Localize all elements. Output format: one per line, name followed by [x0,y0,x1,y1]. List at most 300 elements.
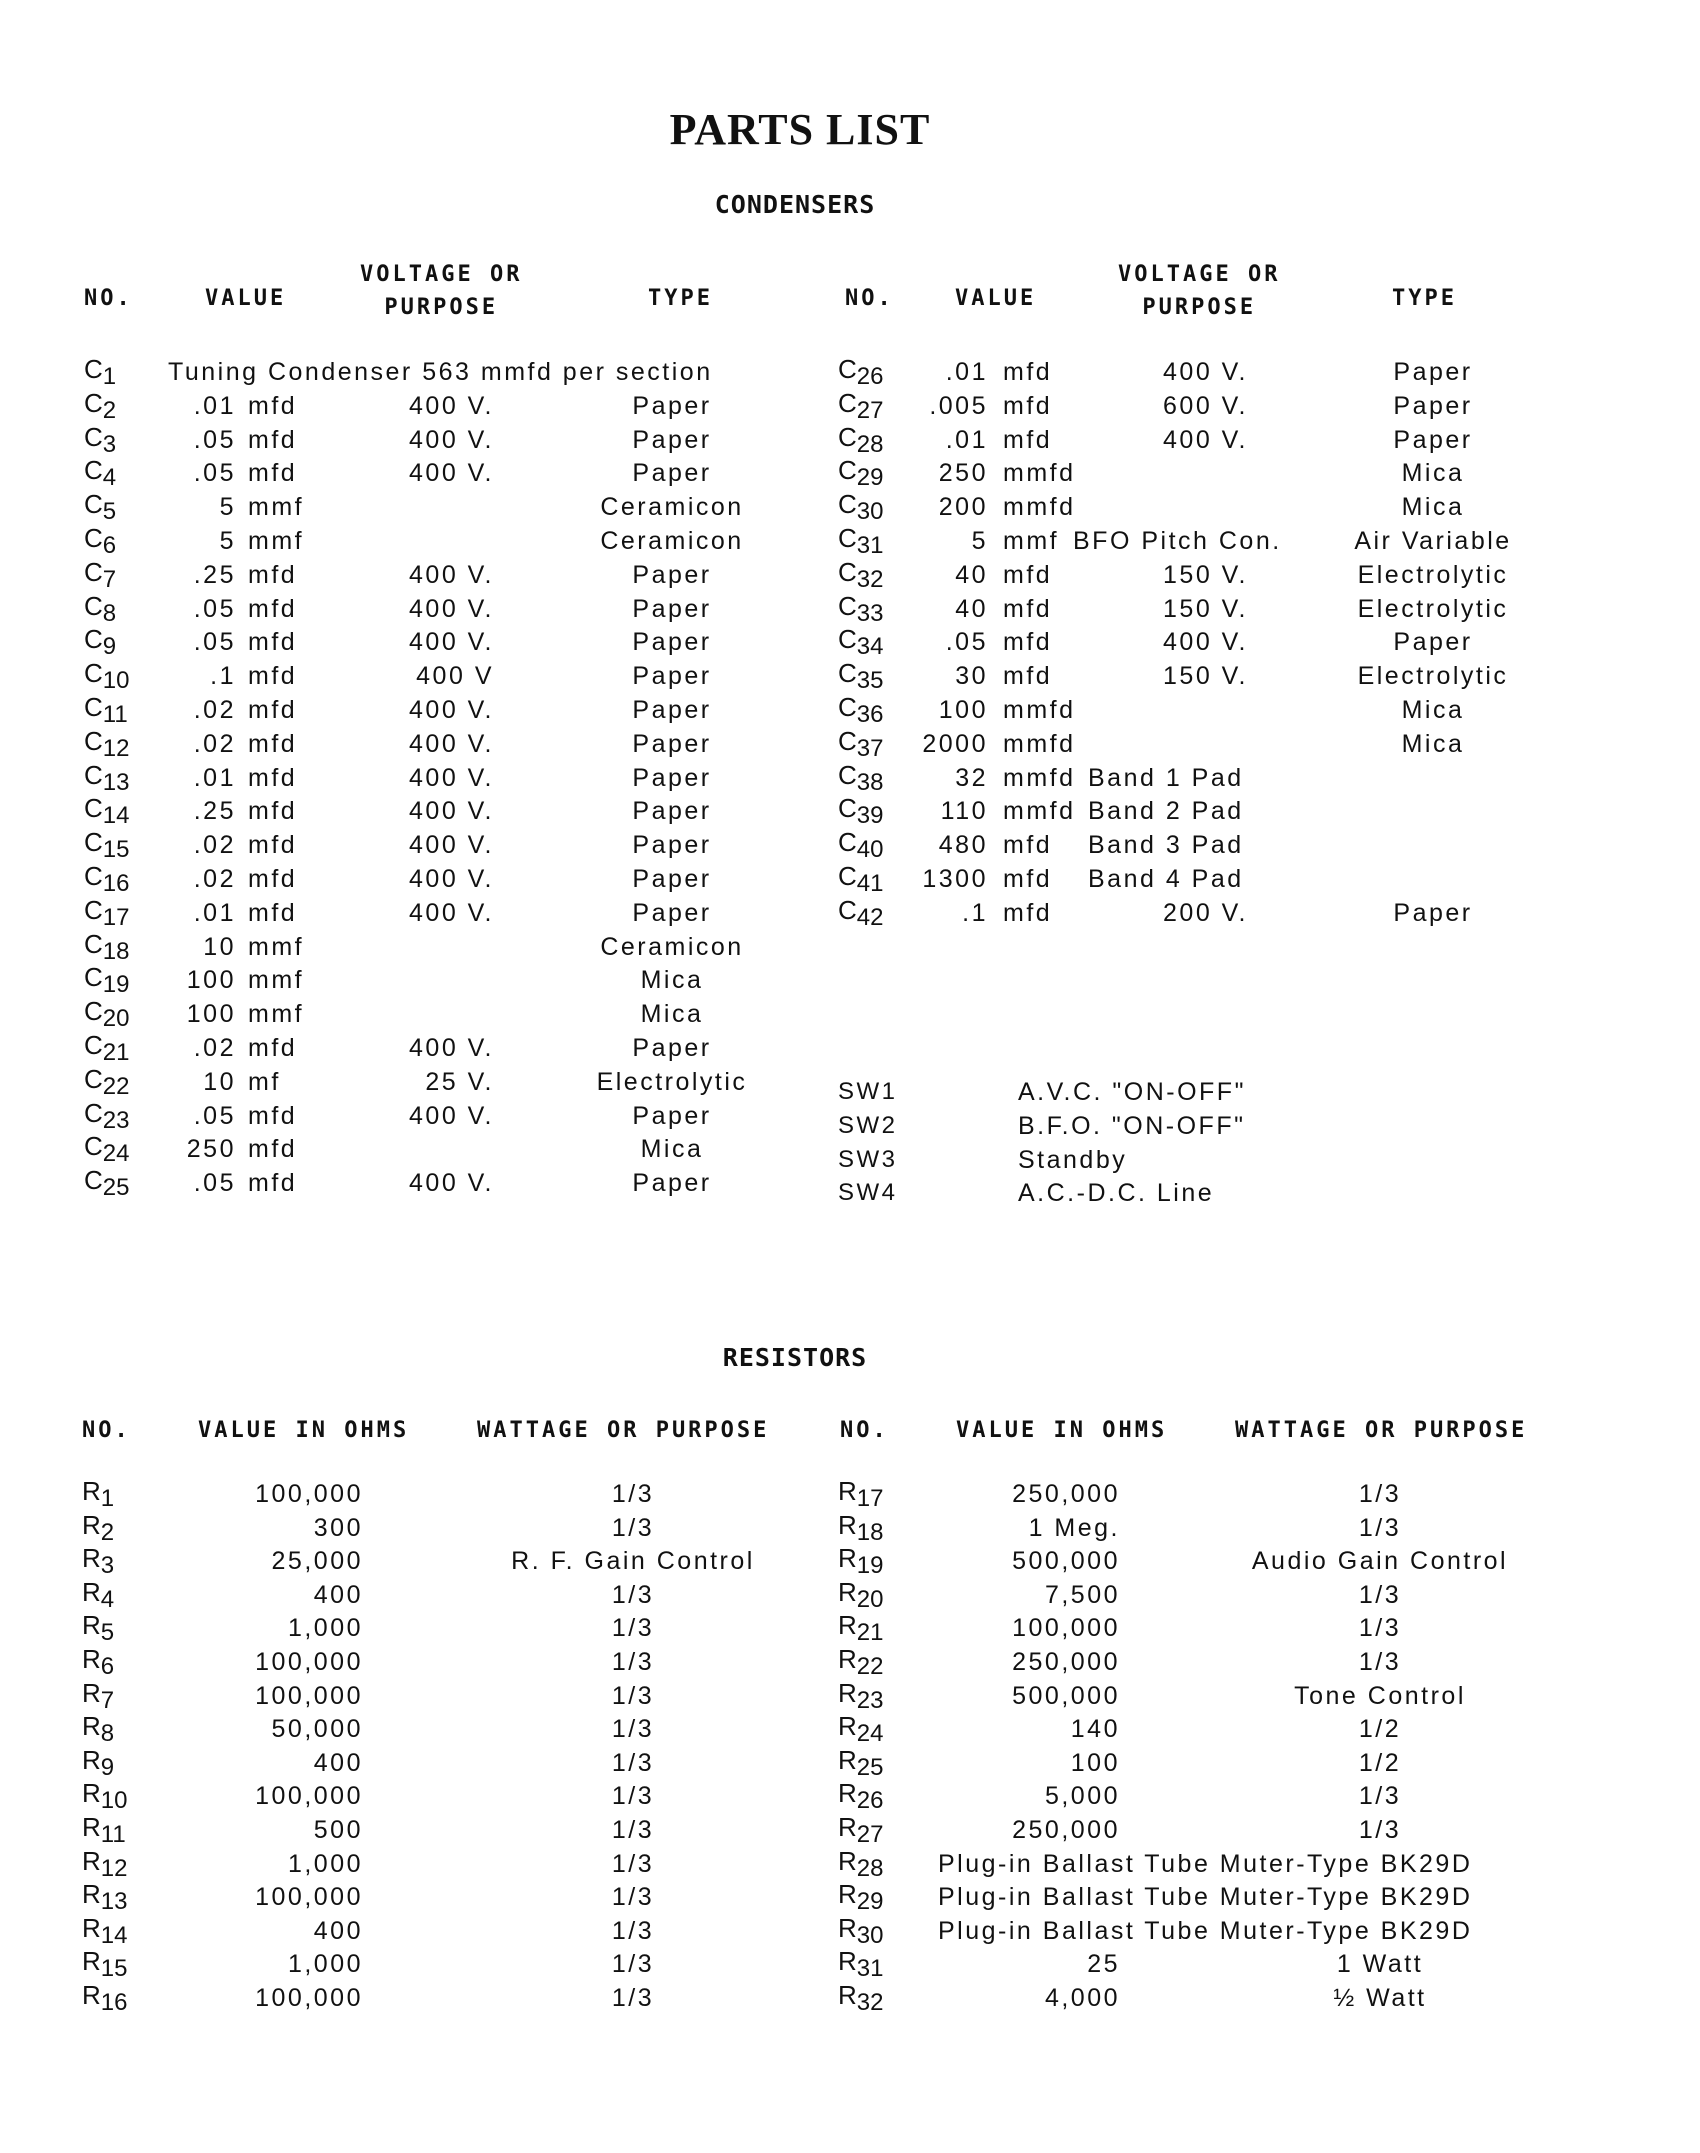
part-subscript: 12 [102,734,130,762]
type: Electrolytic [596,1067,748,1096]
part-letter: C [84,759,103,790]
part-letter: C [838,590,857,621]
type: Paper [632,662,712,691]
part-letter: R [82,1744,101,1775]
part-letter: C [84,725,103,756]
part-number [838,421,884,458]
part-subscript: 31 [856,1955,884,1983]
part-subscript: 26 [856,1787,884,1815]
value: .02 [193,831,236,860]
value: 5,000 [1044,1782,1120,1811]
part-letter: C [84,962,103,993]
type: Paper [632,898,712,927]
part-letter: R [82,1879,101,1910]
unit: mfd [248,1169,298,1198]
part-letter: R [82,1677,101,1708]
value: 5 [219,493,236,522]
cond-header-value-right: VALUE [955,286,1037,311]
part-letter: R [838,1576,857,1607]
value: 400 [313,1916,363,1945]
part-letter: C [84,928,103,959]
part-letter: R [82,1778,101,1809]
table-row [0,894,1700,933]
part-letter: R [838,1543,857,1574]
part-letter: R [838,1677,857,1708]
part-letter: C [84,354,103,384]
unit: mfd [1003,628,1053,657]
part-letter: C [838,354,857,384]
part-number [838,1946,884,1983]
part-number [838,1677,884,1714]
type: Paper [1393,425,1473,454]
part-subscript: 17 [102,903,130,931]
part-subscript: 4 [102,464,117,492]
res-header-value-right: VALUE IN OHMS [956,1418,1168,1443]
wattage: 1/3 [1358,1782,1402,1811]
value: 25,000 [271,1547,363,1576]
header-line: VOLTAGE OR [1118,262,1281,287]
wattage: 1/3 [611,1782,655,1811]
part-letter: R [838,1912,857,1943]
unit: mmfd [1003,493,1076,522]
part-subscript: 15 [102,836,130,864]
voltage: 400 V. [409,763,494,792]
purpose: Band 4 Pad [1088,865,1244,893]
unit: mfd [248,729,298,758]
part-letter: C [838,658,857,689]
part-number [84,928,130,965]
part-letter: R [838,1812,857,1842]
res-header-value: VALUE IN OHMS [198,1418,410,1443]
part-subscript: 16 [102,870,130,897]
voltage: 150 V. [1163,560,1248,589]
value: 250 [938,459,988,488]
part-subscript: 9 [102,633,117,661]
part-subscript: 26 [856,363,884,390]
value: 100,000 [255,1648,363,1676]
unit: mmf [248,527,305,555]
part-subscript: 7 [100,1686,115,1714]
part-subscript: 18 [102,937,130,965]
value: 1,000 [287,1614,363,1643]
voltage: 400 V. [409,865,494,893]
part-number [838,1778,884,1815]
value: 100,000 [255,1681,363,1710]
switch-number: SW4 [838,1179,898,1207]
type: Paper [632,729,712,758]
part-subscript: 13 [102,768,130,796]
value: .25 [193,560,236,589]
wattage: 1/3 [611,1681,655,1710]
value: 110 [940,797,988,826]
part-letter: C [838,556,857,587]
voltage: 400 V. [409,594,494,623]
voltage: 400 V. [409,425,494,454]
voltage: 200 V. [1163,898,1248,927]
part-letter: C [84,1097,103,1128]
value: 5 [219,527,236,555]
unit: mmfd [1003,459,1076,488]
value: .05 [193,1101,236,1130]
value: 100,000 [255,1883,363,1912]
unit: mfd [1003,898,1053,927]
value: 200 [938,493,988,522]
wattage: 1/3 [1358,1480,1402,1508]
part-number [838,489,884,526]
part-letter: C [84,421,103,452]
part-letter: R [82,1644,101,1674]
table-row [0,1179,1700,1213]
value: 10 [203,932,236,961]
value: 400 [313,1748,363,1777]
wattage: 1/3 [611,1950,655,1979]
part-subscript: 14 [100,1921,128,1949]
part-letter: R [82,1610,101,1641]
part-letter: C [84,523,103,553]
unit: mfd [248,1034,298,1062]
wattage: 1/3 [1358,1513,1402,1542]
part-subscript: 2 [100,1518,115,1546]
part-letter: R [82,1576,101,1607]
part-subscript: 18 [856,1518,884,1546]
value: 1 Meg. [1028,1513,1120,1542]
part-subscript: 32 [856,565,884,593]
value: .05 [193,628,236,657]
part-letter: C [838,455,857,486]
header-line: PURPOSE [1142,295,1257,320]
part-letter: R [82,1912,101,1943]
part-letter: C [84,793,103,824]
part-subscript: 6 [100,1653,115,1680]
value: 250,000 [1012,1816,1120,1844]
part-letter: C [84,861,103,891]
value: 1300 [922,865,988,893]
part-subscript: 25 [102,1174,130,1202]
part-number [838,658,884,695]
part-subscript: 33 [856,599,884,627]
condensers-heading: CONDENSERS [714,190,876,219]
part-subscript: 30 [856,1921,884,1949]
part-subscript: 35 [856,667,884,695]
value: .02 [193,865,236,893]
wattage: 1/3 [611,1480,655,1508]
voltage: 400 V. [409,628,494,657]
unit: mmf [248,966,305,995]
value: .05 [193,425,236,454]
description: Plug-in Ballast Tube Muter-Type BK29D [938,1883,1473,1912]
wattage: 1/3 [611,1715,655,1744]
wattage: R. F. Gain Control [511,1547,755,1576]
voltage: 400 V. [1163,628,1248,657]
part-number [838,387,884,424]
type: Paper [632,459,712,488]
type: Paper [632,763,712,792]
part-subscript: 10 [100,1787,128,1815]
header-line: VOLTAGE OR [360,262,523,287]
value: 4,000 [1044,1984,1120,2012]
voltage: 400 V. [409,1169,494,1198]
type: Paper [1393,391,1473,420]
value: 480 [938,831,988,860]
value: .05 [193,1169,236,1198]
part-subscript: 41 [856,870,884,897]
voltage: 400 V [416,662,494,691]
resistors-heading: RESISTORS [722,1343,868,1372]
cond-header-voltage-right [1118,258,1280,324]
part-number [838,692,884,728]
wattage: 1/3 [611,1648,655,1676]
value: 500 [313,1816,363,1844]
part-letter: R [838,1744,857,1775]
description: Plug-in Ballast Tube Muter-Type BK29D [938,1849,1473,1878]
wattage: 1/3 [1358,1580,1402,1609]
description: Tuning Condenser 563 mmfd per section [168,358,713,386]
switch-number: SW2 [838,1111,898,1139]
part-letter: C [838,523,857,553]
part-subscript: 31 [856,532,884,559]
part-subscript: 6 [102,532,117,559]
unit: mfd [1003,865,1053,893]
value: .01 [945,425,988,454]
part-subscript: 7 [102,565,117,593]
type: Mica [1401,493,1465,522]
wattage: 1/3 [611,1883,655,1912]
type: Mica [1401,696,1465,724]
res-header-wattage: WATTAGE OR PURPOSE [477,1418,770,1443]
part-number [838,523,884,559]
value: 32 [955,763,988,792]
part-subscript: 10 [102,667,130,695]
type: Electrolytic [1357,662,1509,691]
type: Air Variable [1354,527,1512,555]
value: 25 [1087,1950,1120,1979]
type: Paper [632,425,712,454]
part-subscript: 19 [102,971,130,999]
switch-description: Standby [1018,1145,1128,1174]
part-subscript: 22 [102,1072,130,1100]
part-letter: R [838,1711,857,1742]
part-letter: R [82,1509,101,1540]
part-letter: C [84,658,103,689]
type: Paper [632,1101,712,1130]
type: Mica [1401,459,1465,488]
value: 500,000 [1012,1681,1120,1710]
table-row [0,996,1700,1034]
unit: mfd [1003,425,1053,454]
part-subscript: 21 [856,1619,884,1647]
type: Ceramicon [600,527,744,555]
table-row [0,1112,1700,1146]
part-letter: C [84,1165,103,1196]
type: Mica [640,1135,704,1164]
voltage: 400 V. [409,729,494,758]
value: 5 [971,527,988,555]
part-number [838,455,884,492]
type: Mica [640,966,704,995]
wattage: ½ Watt [1333,1984,1427,2012]
value: .005 [929,391,988,420]
part-subscript: 20 [102,1005,130,1033]
cond-header-value: VALUE [205,286,287,311]
part-letter: R [838,1980,857,2010]
type: Paper [632,696,712,724]
wattage: 1/3 [611,1816,655,1844]
wattage: 1/3 [611,1984,655,2012]
part-letter: C [84,590,103,621]
value: .05 [945,628,988,657]
part-letter: R [838,1946,857,1977]
voltage: 400 V. [1163,358,1248,386]
table-row [0,928,1700,967]
part-letter: C [84,894,103,925]
unit: mfd [248,560,298,589]
part-letter: C [838,725,857,756]
part-number [838,354,884,390]
part-letter: C [838,489,857,520]
type: Paper [1393,358,1473,386]
unit: mfd [1003,594,1053,623]
switch-description: A.C.-D.C. Line [1018,1179,1215,1208]
part-letter: C [84,455,103,486]
part-letter: C [838,861,857,891]
part-letter: R [82,1476,101,1506]
part-letter: C [84,387,103,418]
type: Paper [632,594,712,623]
part-subscript: 3 [100,1552,115,1580]
part-letter: C [84,489,103,520]
value: 250,000 [1012,1648,1120,1676]
table-row [0,1078,1700,1112]
type: Paper [632,391,712,420]
wattage: 1/3 [611,1580,655,1609]
part-subscript: 20 [856,1585,884,1613]
wattage: 1/3 [611,1513,655,1542]
part-subscript: 40 [856,836,884,864]
part-subscript: 19 [856,1552,884,1580]
type: Ceramicon [600,932,744,961]
part-letter: R [82,1980,101,2010]
value: 400 [313,1580,363,1609]
wattage: 1/3 [1358,1614,1402,1643]
part-letter: C [84,1131,103,1162]
part-number [838,1845,884,1882]
voltage: 400 V. [409,696,494,724]
part-number [838,1980,884,2016]
value: 100 [938,696,988,724]
part-number [838,1711,884,1748]
unit: mfd [248,898,298,927]
part-letter: R [82,1812,101,1842]
type: Mica [640,1000,704,1029]
table-row [0,1146,1700,1180]
part-letter: C [84,1030,103,1060]
part-subscript: 25 [856,1753,884,1781]
unit: mmf [1003,527,1060,555]
part-letter: R [838,1879,857,1910]
wattage: 1/3 [611,1916,655,1945]
value: 250,000 [1012,1480,1120,1508]
part-number [838,793,884,830]
value: 1,000 [287,1849,363,1878]
part-letter: R [82,1543,101,1574]
header-line: PURPOSE [384,295,499,320]
part-number [838,1912,884,1949]
unit: mfd [248,662,298,691]
wattage: 1/3 [611,1748,655,1777]
part-subscript: 5 [102,498,117,526]
type: Electrolytic [1357,594,1509,623]
value: .05 [193,594,236,623]
cond-header-voltage [360,258,522,324]
unit: mmfd [1003,696,1076,724]
part-subscript: 11 [100,1821,126,1848]
part-subscript: 24 [102,1140,130,1168]
value: 300 [313,1513,363,1542]
value: 100 [186,966,236,995]
part-subscript: 39 [856,802,884,830]
wattage: 1/3 [611,1614,655,1643]
res-header-wattage-right: WATTAGE OR PURPOSE [1235,1418,1528,1443]
value: .05 [193,459,236,488]
value: 500,000 [1012,1547,1120,1576]
part-subscript: 29 [856,1888,884,1916]
voltage: 400 V. [409,459,494,488]
part-subscript: 12 [100,1854,128,1882]
type: Paper [632,1034,712,1062]
part-letter: R [82,1845,101,1876]
voltage: 400 V. [409,1101,494,1130]
unit: mfd [248,594,298,623]
value: .01 [945,358,988,386]
part-subscript: 42 [856,903,884,931]
part-number [838,1812,884,1848]
value: 7,500 [1044,1580,1120,1609]
part-number [838,894,884,931]
part-subscript: 14 [102,802,130,830]
part-letter: C [84,1063,103,1094]
part-subscript: 4 [100,1585,115,1613]
voltage: 400 V. [409,831,494,860]
voltage: 400 V. [409,797,494,826]
part-subscript: 28 [856,430,884,458]
wattage: 1/2 [1358,1715,1402,1744]
part-subscript: 13 [100,1888,128,1916]
part-number [838,1744,884,1781]
unit: mfd [1003,358,1053,386]
part-number [838,1879,884,1916]
part-number [838,1476,884,1512]
part-subscript: 16 [100,1989,128,2016]
part-letter: C [838,759,857,790]
type: Paper [1393,898,1473,927]
purpose: Band 2 Pad [1088,797,1244,826]
part-letter: R [838,1845,857,1876]
value: .1 [962,898,988,927]
value: .01 [193,763,236,792]
part-subscript: 5 [100,1619,115,1647]
unit: mfd [248,628,298,657]
part-subscript: 11 [102,701,128,728]
purpose: BFO Pitch Con. [1073,527,1282,555]
cond-header-type: TYPE [648,286,713,311]
unit: mfd [248,425,298,454]
wattage: 1/3 [1358,1648,1402,1676]
part-number [838,1610,884,1647]
table-row [0,962,1700,1000]
unit: mmfd [1003,763,1076,792]
part-letter: C [84,827,103,858]
part-subscript: 21 [102,1039,130,1066]
